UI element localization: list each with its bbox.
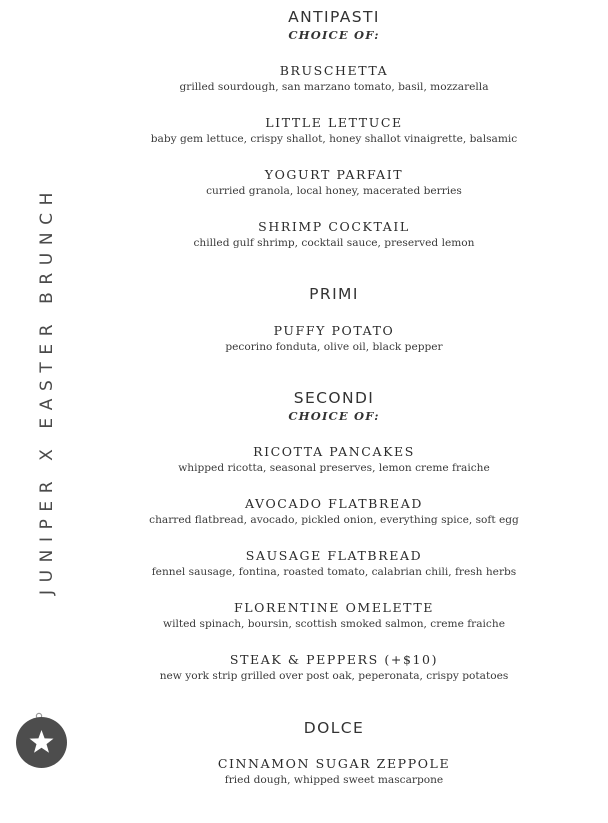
- item-name: AVOCADO FLATBREAD: [245, 496, 423, 511]
- section-title: SECONDI: [293, 389, 375, 407]
- menu-item: [90, 114, 578, 147]
- menu-item: [90, 651, 578, 684]
- section-secondi: [90, 388, 578, 424]
- item-description: fried dough, whipped sweet mascarpone: [224, 774, 444, 786]
- section-antipasti: [90, 7, 578, 43]
- item-name: YOGURT PARFAIT: [264, 167, 404, 182]
- menu-item: [90, 495, 578, 528]
- item-description: grilled sourdough, san marzano tomato, basil, mozzarella: [179, 81, 489, 93]
- section-dolce: [90, 718, 578, 738]
- item-description: chilled gulf shrimp, cocktail sauce, preserved lemon: [193, 237, 475, 249]
- item-description: new york strip grilled over post oak, peperonata, crispy potatoes: [159, 670, 509, 682]
- dot-icon: [35, 705, 43, 713]
- section-primi: [90, 284, 578, 304]
- item-name: RICOTTA PANCAKES: [253, 444, 415, 459]
- item-name: BRUSCHETTA: [279, 63, 389, 78]
- item-name: SAUSAGE FLATBREAD: [245, 548, 423, 563]
- menu-item: [90, 218, 578, 251]
- menu-item: [90, 443, 578, 476]
- star-icon: [26, 727, 57, 758]
- menu-item: [90, 62, 578, 95]
- item-description: whipped ricotta, seasonal preserves, lemon creme fraiche: [178, 462, 490, 474]
- section-subtitle: CHOICE OF:: [288, 28, 380, 42]
- item-name: PUFFY POTATO: [273, 323, 395, 338]
- section-title: PRIMI: [309, 285, 359, 303]
- item-description: curried granola, local honey, macerated berries: [206, 185, 462, 197]
- item-name: SHRIMP COCKTAIL: [258, 219, 410, 234]
- item-description: charred flatbread, avocado, pickled onion, everything spice, soft egg: [149, 514, 519, 526]
- item-name: STEAK & PEPPERS (+$10): [229, 652, 439, 667]
- menu-item: [90, 755, 578, 788]
- side-title: JUNIPER X EASTER BRUNCH: [37, 184, 57, 596]
- menu-item: [90, 599, 578, 632]
- item-name: LITTLE LETTUCE: [265, 115, 403, 130]
- menu-item: [90, 547, 578, 580]
- section-title: DOLCE: [303, 719, 365, 737]
- menu-item: [90, 322, 578, 355]
- menu-item: [90, 166, 578, 199]
- item-description: wilted spinach, boursin, scottish smoked salmon, creme fraiche: [163, 618, 505, 630]
- item-name: CINNAMON SUGAR ZEPPOLE: [217, 756, 451, 771]
- item-description: pecorino fonduta, olive oil, black pepper: [225, 341, 443, 353]
- item-description: baby gem lettuce, crispy shallot, honey shallot vinaigrette, balsamic: [150, 133, 518, 145]
- badge-button[interactable]: [16, 717, 67, 768]
- section-title: ANTIPASTI: [288, 8, 380, 26]
- section-subtitle: CHOICE OF:: [288, 409, 380, 423]
- item-description: fennel sausage, fontina, roasted tomato, calabrian chili, fresh herbs: [151, 566, 517, 578]
- item-name: FLORENTINE OMELETTE: [233, 600, 435, 615]
